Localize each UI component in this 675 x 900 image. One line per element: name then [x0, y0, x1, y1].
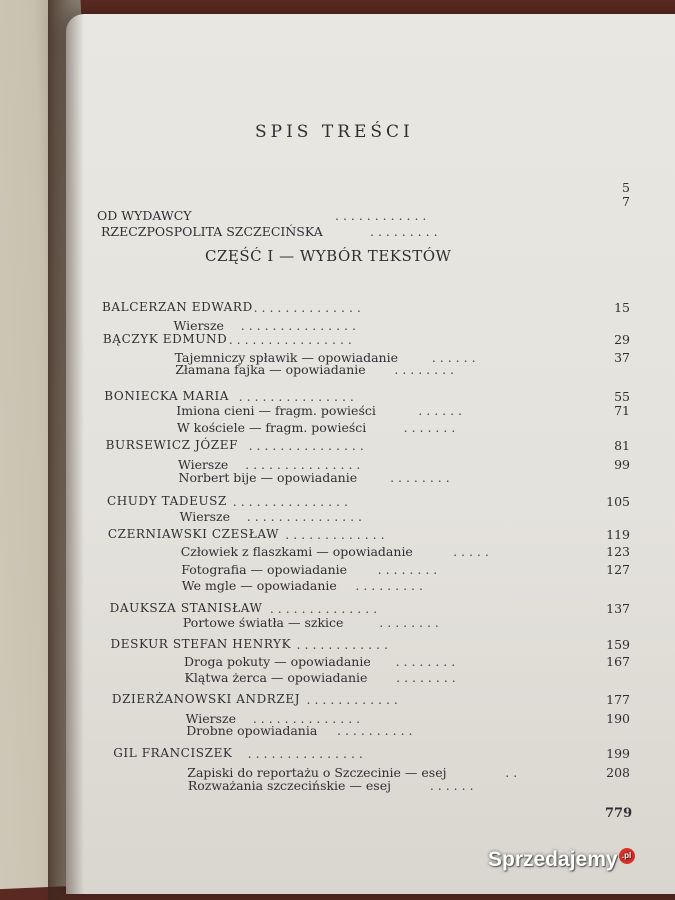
leader-dots: . .	[505, 765, 518, 780]
author-name: CHUDY TADEUSZ	[106, 494, 227, 508]
leader-dots: . . . . . . . . . . . . . . .	[240, 318, 356, 333]
toc-page-number: 127	[606, 562, 630, 577]
leader-dots: . . . . . . . .	[396, 670, 456, 685]
work-title: Rozważania szczecińskie — esej	[187, 778, 391, 793]
leader-dots: . . . . . . . . .	[355, 578, 423, 593]
author-name: DESKUR STEFAN HENRYK	[110, 637, 292, 651]
leader-dots: . . . . . . . . . .	[337, 723, 413, 738]
work-title: Człowiek z flaszkami — opowiadanie	[180, 544, 413, 559]
watermark-text: Sprzedajemy	[488, 848, 618, 871]
author-name: BĄCZYK EDMUND	[102, 332, 228, 346]
toc-page-number: 119	[606, 527, 630, 542]
work-title: W kościele — fragm. powieści	[176, 420, 367, 435]
toc-page-number: 208	[606, 765, 630, 780]
toc-page-number: 37	[614, 350, 630, 365]
leader-dots: . . . . . . . . . . . . . .	[252, 711, 361, 726]
toc-page-number: 190	[606, 711, 630, 726]
leader-dots: . . . . . . . .	[379, 615, 439, 630]
work-title: Złamana fajka — opowiadanie	[175, 362, 366, 377]
toc-page-number: 199	[606, 746, 630, 761]
work-title: Zapiski do reportażu o Szczecinie — esej	[187, 765, 447, 780]
leader-dots: . . . . . .	[431, 350, 476, 365]
leader-dots: . . . . . . . . . . . .	[306, 692, 398, 707]
author-name: DAUKSZA STANISŁAW	[109, 601, 263, 615]
leader-dots: . . . . . . . . . . . . . .	[269, 601, 378, 616]
toc-page-number: 7	[622, 194, 630, 209]
toc-label: OD WYDAWCY	[97, 208, 192, 223]
leader-dots: . . . . . . . . . . . . . . .	[246, 509, 363, 524]
leader-dots: . . . . . . . . . . . . .	[285, 527, 385, 542]
leader-dots: . . . . . .	[429, 778, 474, 793]
leader-dots: . . . . . . . . . . . . . . . .	[228, 332, 352, 347]
leader-dots: . . . . .	[453, 544, 489, 559]
toc-page-number: 105	[606, 494, 630, 509]
page-title: SPIS TREŚCI	[255, 122, 414, 142]
author-name: DZIERŻANOWSKI ANDRZEJ	[111, 692, 301, 706]
watermark-logo	[488, 848, 635, 872]
leader-dots: . . . . . . . . . . . . . . .	[248, 438, 364, 453]
toc-page-number: 159	[606, 637, 630, 652]
toc-page-number: 167	[606, 654, 630, 669]
leader-dots: . . . . . .	[418, 403, 463, 418]
leader-dots: . . . . . . . . . . . .	[296, 637, 388, 652]
work-title: Tajemniczy spławik — opowiadanie	[174, 350, 398, 365]
work-title: Portowe światła — szkice	[182, 615, 344, 630]
toc-page-number: 55	[614, 389, 630, 404]
leader-dots: . . . . . . . .	[395, 654, 456, 669]
work-title: Wiersze	[173, 318, 224, 333]
leader-dots: . . . . . . . . . . . . . . .	[232, 494, 348, 509]
toc-page-number: 81	[614, 438, 630, 453]
author-name: GIL FRANCISZEK	[113, 746, 233, 760]
toc-page-number: 137	[606, 601, 630, 616]
toc-label: RZECZPOSPOLITA SZCZECIŃSKA	[101, 224, 323, 239]
leader-dots: . . . . . . . .	[390, 470, 450, 485]
toc-page-number: 123	[606, 544, 630, 559]
leader-dots: . . . . . . . . . . . .	[335, 208, 427, 223]
leader-dots: . . . . . . . . . . . . . . .	[238, 389, 354, 404]
work-title: Fotografia — opowiadanie	[181, 562, 348, 577]
leader-dots: . . . . . . . . . . . . . . .	[247, 746, 363, 761]
table-of-contents	[95, 0, 655, 900]
leader-dots: . . . . . . . . . . . . . . .	[245, 457, 361, 472]
work-title: Wiersze	[179, 509, 230, 524]
author-name: CZERNIAWSKI CZESŁAW	[107, 527, 280, 541]
leader-dots: . . . . . . . . . . . . . .	[253, 300, 361, 315]
work-title: Drobne opowiadania	[186, 723, 318, 738]
work-title: We mgle — opowiadanie	[181, 578, 337, 593]
leader-dots: . . . . . . . .	[394, 362, 454, 377]
author-name: BONIECKA MARIA	[104, 389, 230, 403]
toc-page-number: 15	[614, 300, 630, 315]
toc-page-number: 177	[606, 692, 630, 707]
work-title: Norbert bije — opowiadanie	[178, 470, 358, 485]
page-number: 779	[605, 806, 633, 821]
leader-dots: . . . . . . .	[403, 420, 456, 435]
work-title: Imiona cieni — fragm. powieści	[176, 403, 376, 418]
work-title: Wiersze	[177, 457, 229, 472]
work-title: Klątwa żerca — opowiadanie	[184, 670, 368, 685]
book-spine-shadow	[48, 0, 84, 900]
author-name: BURSEWICZ JÓZEF	[105, 438, 239, 452]
toc-page-number: 71	[614, 403, 630, 418]
leader-dots: . . . . . . . .	[377, 562, 438, 577]
work-title: Droga pokuty — opowiadanie	[184, 654, 371, 669]
part-heading: CZĘŚĆ I — WYBÓR TEKSTÓW	[205, 247, 452, 265]
toc-page-number: 5	[622, 180, 630, 195]
leader-dots: . . . . . . . . .	[370, 224, 438, 239]
work-title: Wiersze	[185, 711, 237, 726]
watermark-badge: .pl	[619, 848, 635, 864]
author-name: BALCERZAN EDWARD	[102, 300, 253, 314]
toc-page-number: 99	[614, 457, 630, 472]
toc-page-number: 29	[614, 332, 630, 347]
